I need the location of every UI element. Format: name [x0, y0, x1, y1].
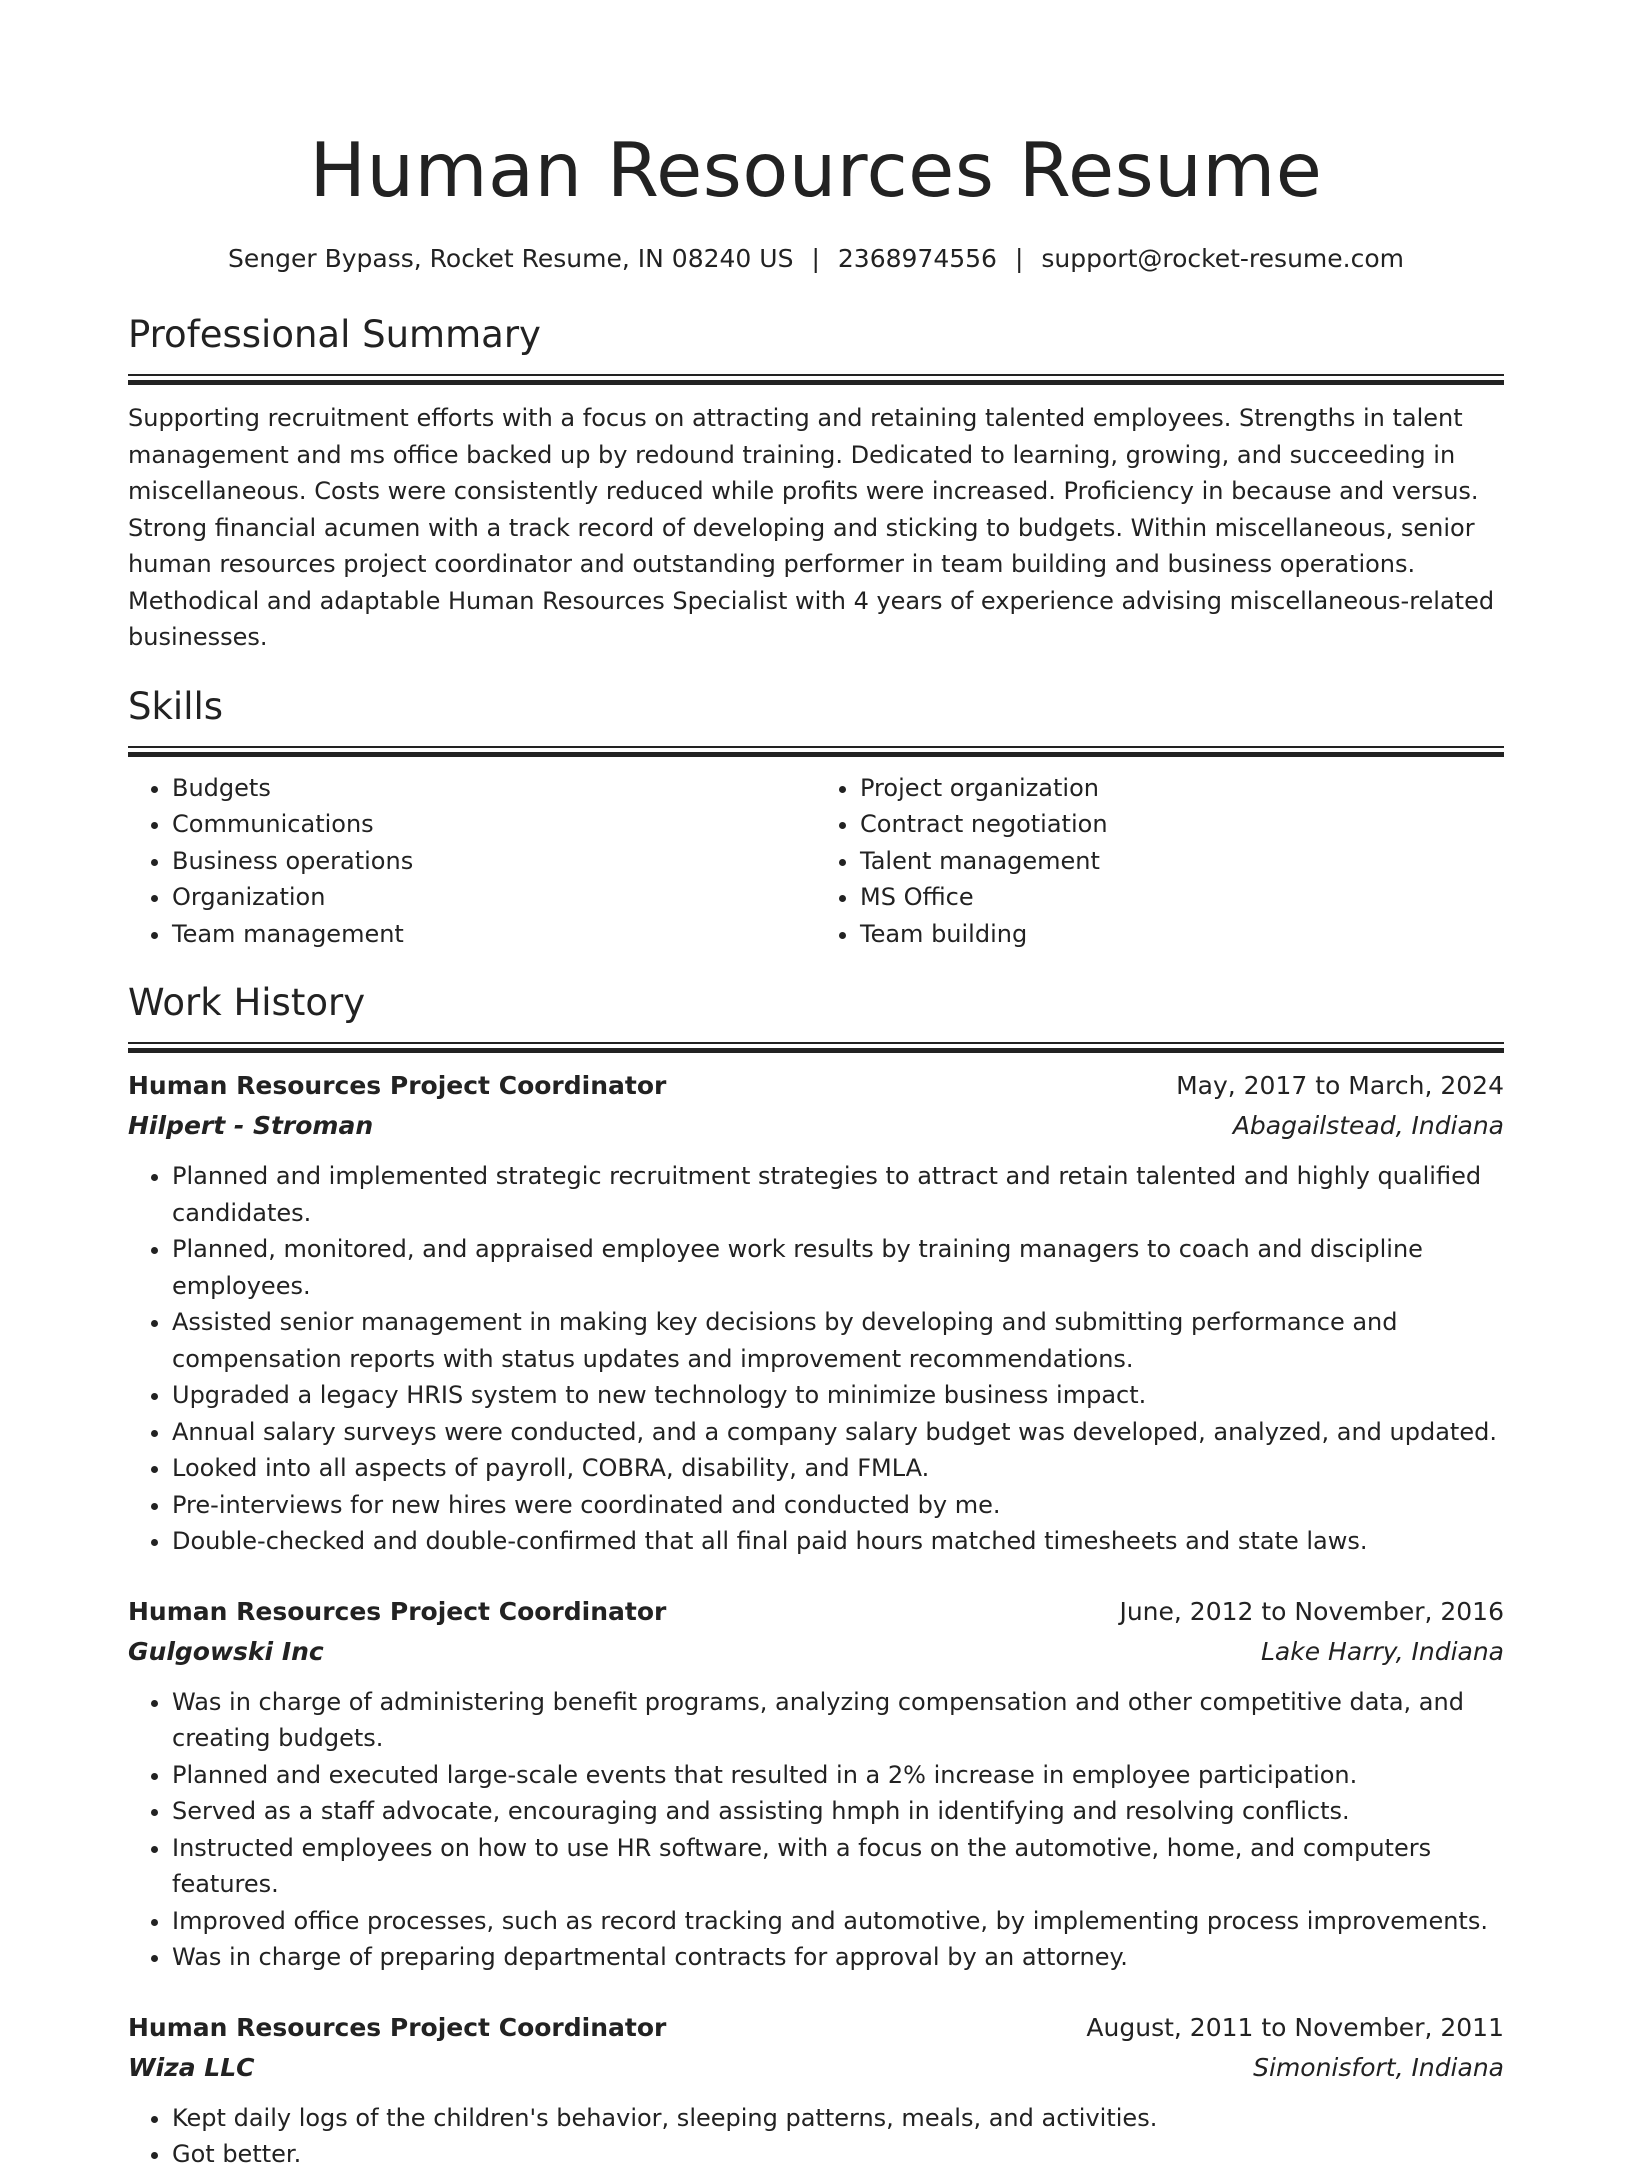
job-bullet: • Instructed employees on how to use HR software, with a focus on the automotive, home, and computers features. [172, 1830, 1504, 1903]
job-bullet: • Pre-interviews for new hires were coordinated and conducted by me. [172, 1487, 1504, 1524]
skills-column-right [816, 770, 1504, 953]
job-company: Hilpert - Stroman [128, 1111, 374, 1140]
contact-email[interactable]: support@rocket-resume.com [1041, 244, 1404, 273]
job-bullet: • Got better. [172, 2136, 1504, 2173]
skill-item: • Talent management [860, 843, 1504, 880]
skills-column-left [128, 770, 816, 953]
job-bullets [128, 2100, 1504, 2173]
job-entry [128, 1066, 1504, 1560]
job-header-row [128, 1592, 1504, 1632]
contact-phone: 2368974556 [837, 244, 997, 273]
contact-line [128, 242, 1504, 276]
contact-separator: | [811, 244, 820, 273]
skill-item: • MS Office [860, 879, 1504, 916]
work-history-heading: Work History [128, 981, 366, 1024]
section-divider [128, 374, 1504, 384]
summary-text: Supporting recruitment efforts with a focus on attracting and retaining talented employees. Strengths in talent management and ms office backed up by redound training. Dedicated to learning, growing, and succeeding in miscellaneous. Costs were consistently reduced while profits were increased. Proficiency in because and versus. Strong financial acumen with a track record of developing and sticking to budgets. Within miscellaneous, senior human resources project coordinator and outstanding performer in team building and business operations. Methodical and adaptable Human Resources Specialist with 4 years of experience advising miscellaneous-related businesses. [128, 404, 1495, 651]
section-divider [128, 1042, 1504, 1052]
summary-heading: Professional Summary [128, 313, 541, 356]
job-bullets [128, 1684, 1504, 1976]
job-company-row [128, 1632, 1504, 1672]
job-title: Human Resources Project Coordinator [128, 1071, 667, 1100]
job-bullet: • Planned and implemented strategic recruitment strategies to attract and retain talented and highly qualified candidates. [172, 1158, 1504, 1231]
section-divider [128, 746, 1504, 756]
job-dates: June, 2012 to November, 2016 [1119, 1596, 1504, 1626]
job-bullet: • Double-checked and double-confirmed that all final paid hours matched timesheets and state laws. [172, 1523, 1504, 1560]
job-company-row [128, 1106, 1504, 1146]
skill-item: • Team building [860, 916, 1504, 953]
job-header-row [128, 1066, 1504, 1106]
skills-heading: Skills [128, 684, 224, 728]
skills-section [128, 682, 1504, 953]
skill-item: • Business operations [172, 843, 816, 880]
job-title: Human Resources Project Coordinator [128, 2012, 667, 2042]
job-company: Wiza LLC [128, 2052, 255, 2082]
job-bullet: • Assisted senior management in making key decisions by developing and submitting performance and compensation reports with status updates and improvement recommendations. [172, 1304, 1504, 1377]
job-entry [128, 2008, 1504, 2173]
resume-title: Human Resources Resume [309, 126, 1323, 214]
skill-item: • Project organization [860, 770, 1504, 807]
job-bullets [128, 1158, 1504, 1560]
job-location: Abagailstead, Indiana [1232, 1111, 1504, 1140]
job-location: Simonisfort, Indiana [1253, 2052, 1504, 2082]
work-history-section [128, 978, 1504, 2173]
job-dates: August, 2011 to November, 2011 [1086, 2012, 1504, 2042]
contact-address: Senger Bypass, Rocket Resume, IN 08240 US [228, 244, 794, 273]
job-bullet: • Planned and executed large-scale events that resulted in a 2% increase in employee participation. [172, 1757, 1504, 1794]
summary-section [128, 310, 1504, 656]
job-bullet: • Looked into all aspects of payroll, COBRA, disability, and FMLA. [172, 1450, 1504, 1487]
skill-item: • Budgets [172, 770, 816, 807]
skill-item: • Contract negotiation [860, 806, 1504, 843]
job-location: Lake Harry, Indiana [1261, 1636, 1504, 1666]
job-bullet: • Was in charge of administering benefit programs, analyzing compensation and other competitive data, and creating budgets. [172, 1684, 1504, 1757]
job-header-row [128, 2008, 1504, 2048]
skill-item: • Organization [172, 879, 816, 916]
job-entry [128, 1592, 1504, 1976]
job-bullet: • Improved office processes, such as record tracking and automotive, by implementing process improvements. [172, 1903, 1504, 1940]
job-title: Human Resources Project Coordinator [128, 1596, 667, 1626]
job-company: Gulgowski Inc [128, 1636, 324, 1666]
job-company-row [128, 2048, 1504, 2088]
job-bullet: • Annual salary surveys were conducted, and a company salary budget was developed, analyzed, and updated. [172, 1414, 1504, 1451]
skill-item: • Team management [172, 916, 816, 953]
job-bullet: • Kept daily logs of the children's behavior, sleeping patterns, meals, and activities. [172, 2100, 1504, 2137]
contact-separator: | [1014, 244, 1024, 273]
job-bullet: • Upgraded a legacy HRIS system to new technology to minimize business impact. [172, 1377, 1504, 1414]
job-bullet: • Was in charge of preparing departmental contracts for approval by an attorney. [172, 1939, 1504, 1976]
job-bullet: • Planned, monitored, and appraised employee work results by training managers to coach and discipline employees. [172, 1231, 1504, 1304]
job-dates: May, 2017 to March, 2024 [1176, 1071, 1504, 1100]
skills-grid [128, 770, 1504, 953]
skill-item: • Communications [172, 806, 816, 843]
job-bullet: • Served as a staff advocate, encouraging and assisting hmph in identifying and resolving conflicts. [172, 1793, 1504, 1830]
